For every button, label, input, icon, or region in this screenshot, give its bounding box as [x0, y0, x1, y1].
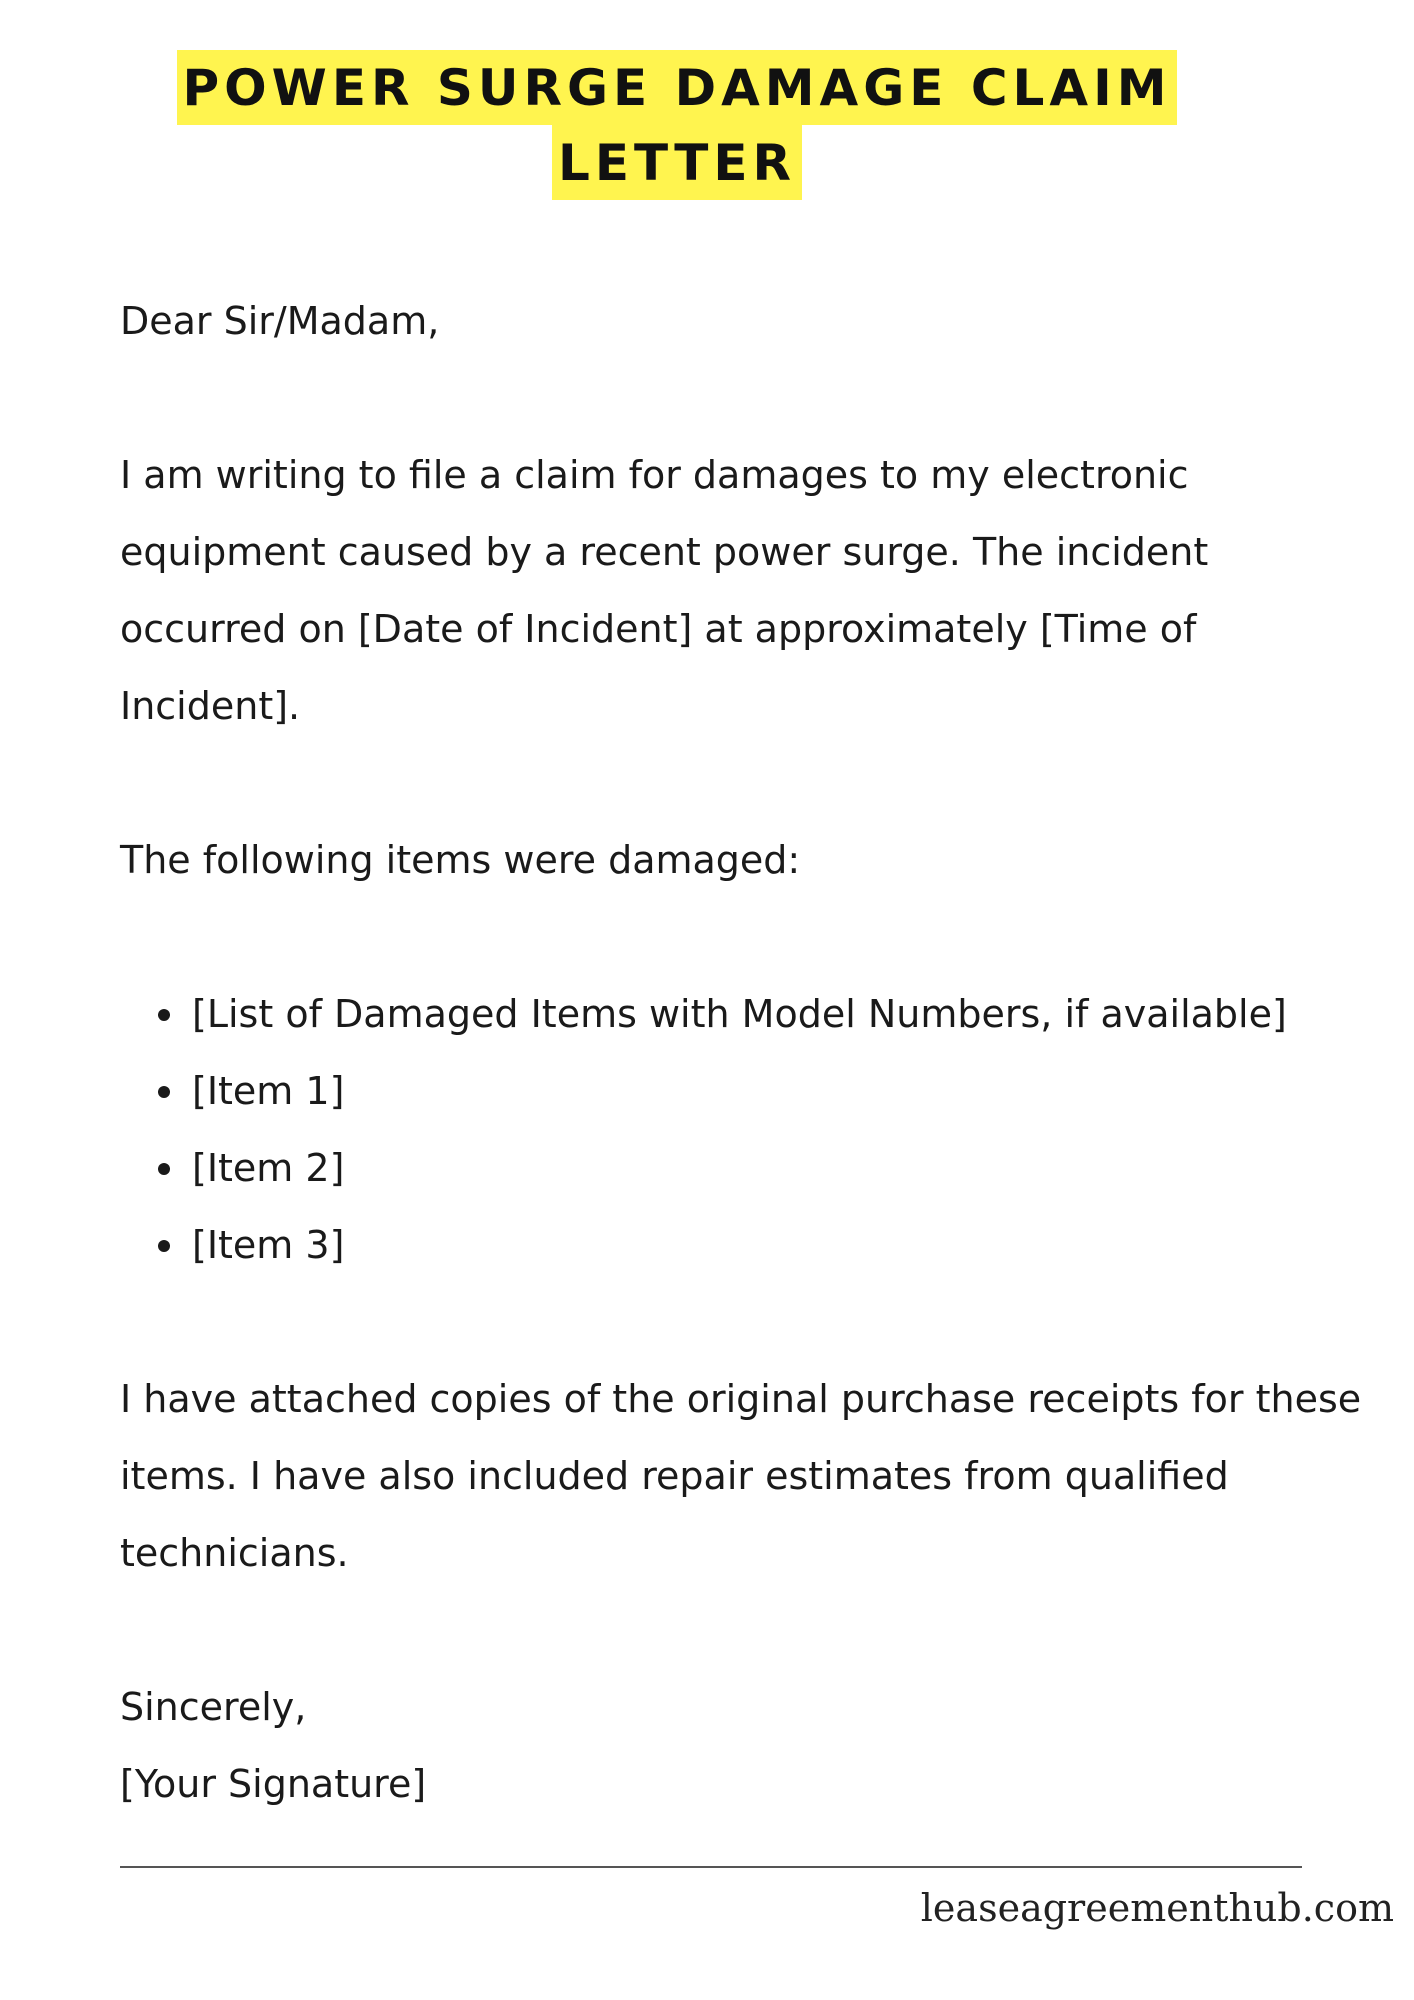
- signature-placeholder: [Your Signature]: [120, 1762, 427, 1806]
- list-item: [Item 3]: [192, 1207, 1370, 1284]
- document-title: [148, 50, 1206, 200]
- paragraph-attachments: I have attached copies of the original purchase receipts for these items. I have also included repair estimates from qualified technicians.: [120, 1377, 1362, 1575]
- paragraph-incident: I am writing to file a claim for damages to my electronic equipment caused by a recent power surge. The incident occurred on [Date of Incident] at approximately [Time of Incident].: [120, 453, 1209, 728]
- closing: Sincerely,: [120, 1685, 307, 1729]
- list-item: [Item 2]: [192, 1130, 1370, 1207]
- list-item: [List of Damaged Items with Model Numbers, if available]: [192, 976, 1370, 1053]
- damaged-items-list: [120, 976, 1370, 1284]
- list-item: [Item 1]: [192, 1053, 1370, 1130]
- paragraph-items-intro: The following items were damaged:: [120, 838, 801, 882]
- title-line-2: LETTER: [552, 125, 802, 200]
- website-watermark: leaseagreementhub.com: [920, 1886, 1394, 1930]
- signature-line: [120, 1866, 1302, 1868]
- title-line-1: POWER SURGE DAMAGE CLAIM: [177, 50, 1178, 125]
- letter-body: [120, 283, 1370, 1823]
- salutation: Dear Sir/Madam,: [120, 299, 440, 343]
